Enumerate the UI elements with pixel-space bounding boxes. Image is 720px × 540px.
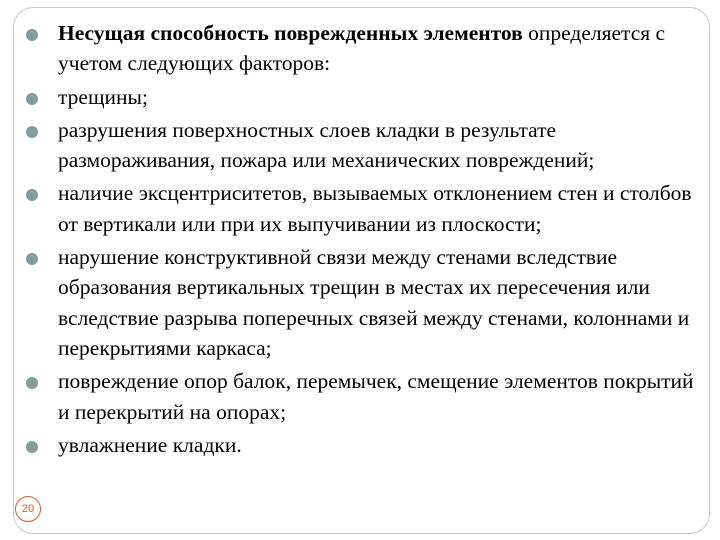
bullet-dot-icon [26,377,38,389]
bullet-item [26,115,696,176]
bullet-dot-icon [26,29,38,41]
bullet-text: наличие эксцентриситетов, вызываемых отклонением стен и столбов от вертикали или при их выпучивании из плоскости; [58,181,692,236]
page-number: 20 [21,503,35,515]
bullet-item [26,242,696,363]
bullet-dot-icon [26,126,38,138]
bullet-text: повреждение опор балок, перемычек, смещение элементов покрытий и перекрытий на опорах; [58,369,694,424]
bullet-item [26,18,696,79]
bullet-dot-icon [26,189,38,201]
bullet-text: трещины; [58,84,148,109]
bullet-text: разрушения поверхностных слоев кладки в результате размораживания, пожара или механических повреждений; [58,117,595,173]
bullet-text: нарушение конструктивной связи между стенами вследствие образования вертикальных трещин в местах их пересечения или вследствие разрыва поперечных связей между стенами, колоннами и перекрытиями каркаса; [58,245,690,360]
bullet-list [26,18,696,463]
page-number-badge [15,496,41,522]
bullet-item [26,178,696,239]
bullet-dot-icon [26,441,38,453]
bullet-text: увлажнение кладки. [58,432,242,457]
bullet-heading-text: Несущая способность поврежденных элементов [58,21,523,45]
bullet-heading-continuation: определяется с учетом следующих факторов: [58,21,666,76]
bullet-item [26,82,696,112]
bullet-dot-icon [26,253,38,265]
bullet-dot-icon [26,93,38,105]
bullet-item [26,430,696,460]
bullet-item [26,366,696,427]
